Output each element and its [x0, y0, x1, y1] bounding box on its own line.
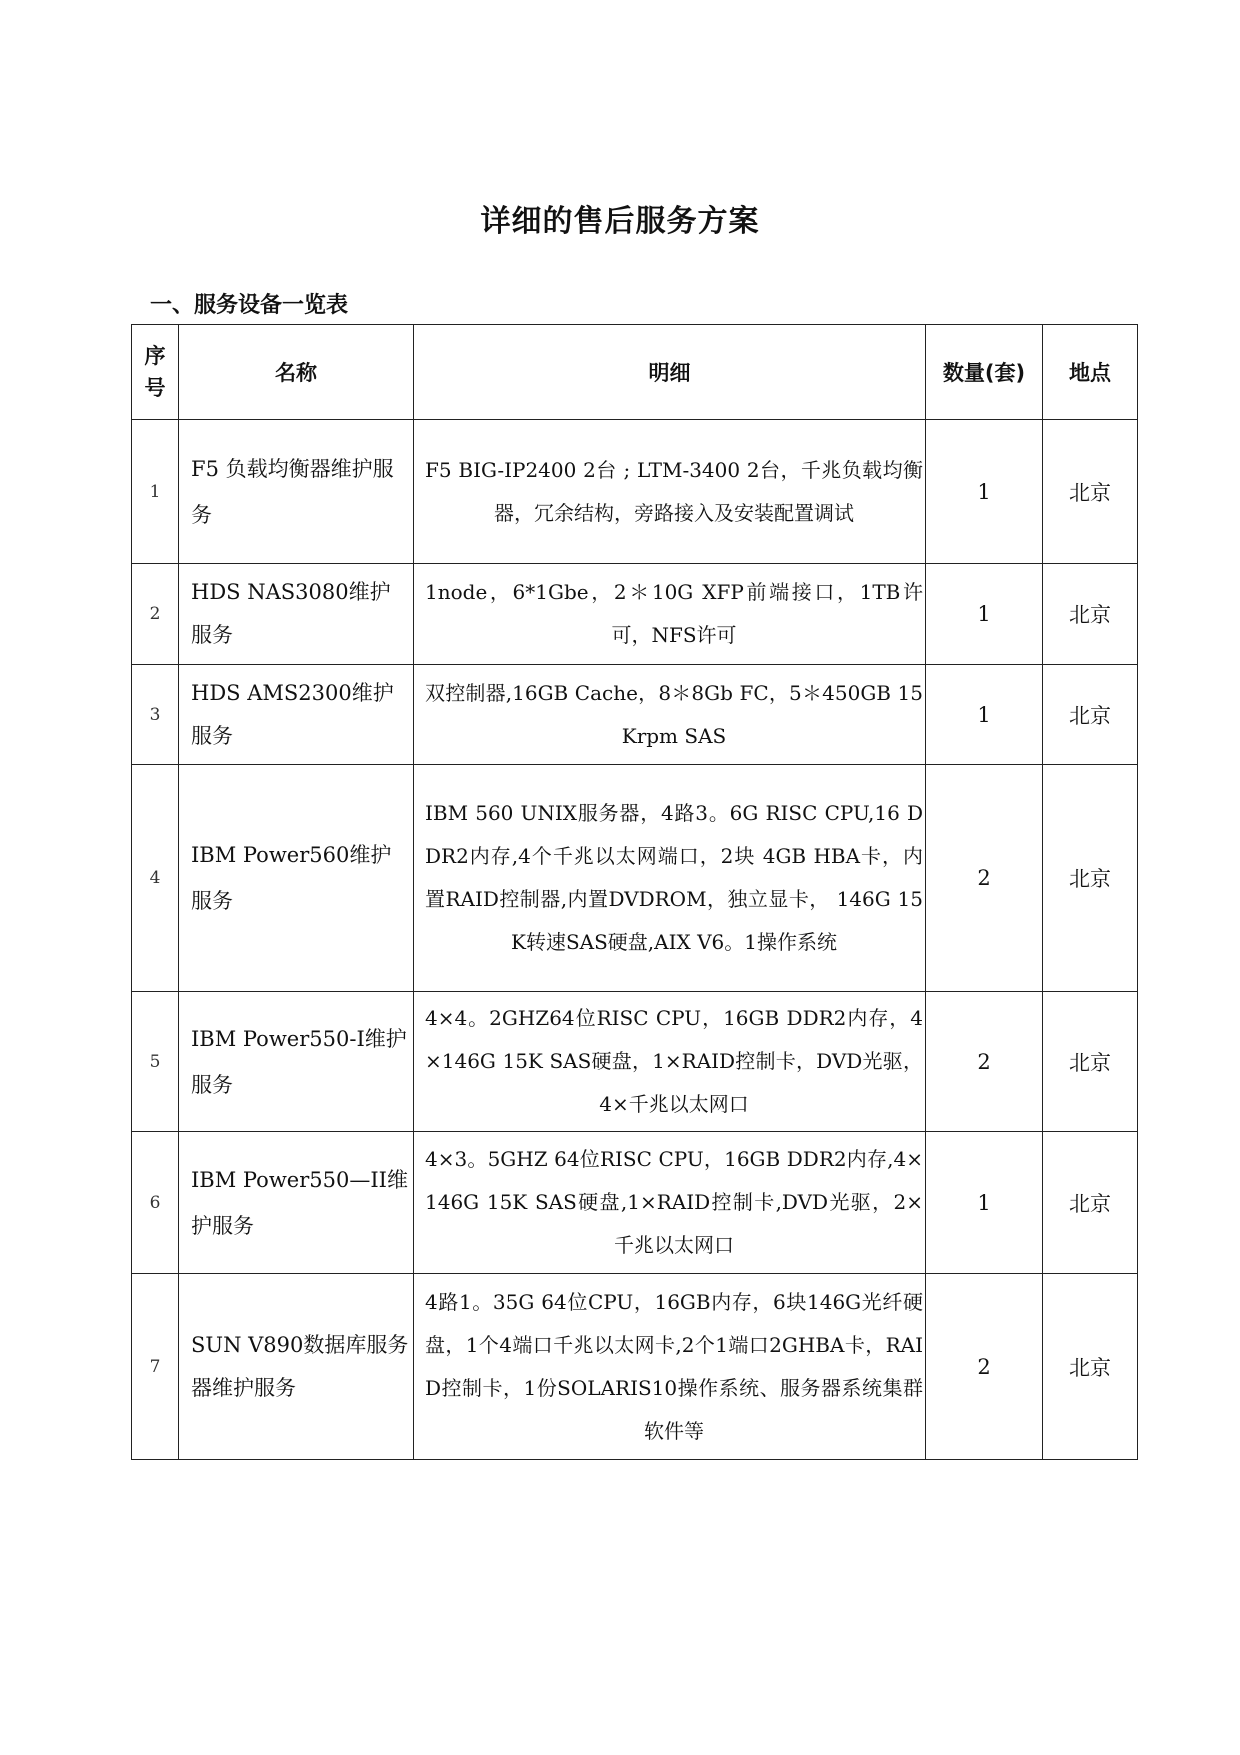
- row-qty: 2: [926, 1274, 1043, 1460]
- row-detail: 双控制器,16GB Cache，8＊8Gb FC，5＊450GB 15Krpm SAS: [414, 665, 926, 765]
- row-detail: 4×4。2GHZ64位RISC CPU，16GB DDR2内存，4×146G 15K SAS硬盘，1×RAID控制卡，DVD光驱，4×千兆以太网口: [414, 992, 926, 1132]
- header-detail: 明细: [414, 325, 926, 420]
- row-seq: 4: [132, 765, 179, 992]
- row-detail: 1node，6*1Gbe，2＊10G XFP前端接口，1TB许可，NFS许可: [414, 564, 926, 665]
- table-row: [132, 1132, 1138, 1274]
- row-name: F5 负载均衡器维护服务: [179, 420, 414, 564]
- row-name: SUN V890数据库服务器维护服务: [179, 1274, 414, 1460]
- row-location: 北京: [1043, 665, 1138, 765]
- table-row: [132, 420, 1138, 564]
- row-detail: 4×3。5GHZ 64位RISC CPU，16GB DDR2内存,4×146G 15K SAS硬盘,1×RAID控制卡,DVD光驱，2×千兆以太网口: [414, 1132, 926, 1274]
- table-row: [132, 665, 1138, 765]
- row-qty: 1: [926, 420, 1043, 564]
- row-location: 北京: [1043, 992, 1138, 1132]
- row-location: 北京: [1043, 420, 1138, 564]
- row-name: IBM Power550-I维护服务: [179, 992, 414, 1132]
- header-location: 地点: [1043, 325, 1138, 420]
- row-seq: 3: [132, 665, 179, 765]
- table-row: [132, 992, 1138, 1132]
- row-detail: 4路1。35G 64位CPU，16GB内存，6块146G光纤硬盘，1个4端口千兆以太网卡,2个1端口2GHBA卡，RAID控制卡，1份SOLARIS10操作系统、服务器系统集群软件等: [414, 1274, 926, 1460]
- table-row: [132, 564, 1138, 665]
- row-name: HDS AMS2300维护服务: [179, 665, 414, 765]
- row-qty: 2: [926, 765, 1043, 992]
- header-qty: 数量(套): [926, 325, 1043, 420]
- row-name: IBM Power550—II维护服务: [179, 1132, 414, 1274]
- row-qty: 1: [926, 1132, 1043, 1274]
- table-header-row: [132, 325, 1138, 420]
- row-location: 北京: [1043, 1132, 1138, 1274]
- row-name: IBM Power560维护服务: [179, 765, 414, 992]
- row-detail: F5 BIG-IP2400 2台 ; LTM-3400 2台，千兆负载均衡器，冗余结构，旁路接入及安装配置调试: [414, 420, 926, 564]
- section-heading: 一、服务设备一览表: [150, 293, 349, 318]
- row-seq: 2: [132, 564, 179, 665]
- row-location: 北京: [1043, 1274, 1138, 1460]
- row-seq: 5: [132, 992, 179, 1132]
- row-detail: IBM 560 UNIX服务器，4路3。6G RISC CPU,16 DDR2内存,4个千兆以太网端口，2块 4GB HBA卡，内置RAID控制器,内置DVDROM，独立显卡， 146G 15K转速SAS硬盘,AIX V6。1操作系统: [414, 765, 926, 992]
- equipment-table: [131, 324, 1138, 1460]
- table-row: [132, 765, 1138, 992]
- row-name: HDS NAS3080维护服务: [179, 564, 414, 665]
- page-title: 详细的售后服务方案: [480, 204, 760, 239]
- header-name: 名称: [179, 325, 414, 420]
- row-qty: 1: [926, 665, 1043, 765]
- row-seq: 1: [132, 420, 179, 564]
- row-location: 北京: [1043, 765, 1138, 992]
- row-seq: 7: [132, 1274, 179, 1460]
- header-seq: 序号: [132, 325, 179, 420]
- row-qty: 1: [926, 564, 1043, 665]
- row-qty: 2: [926, 992, 1043, 1132]
- table-row: [132, 1274, 1138, 1460]
- row-location: 北京: [1043, 564, 1138, 665]
- row-seq: 6: [132, 1132, 179, 1274]
